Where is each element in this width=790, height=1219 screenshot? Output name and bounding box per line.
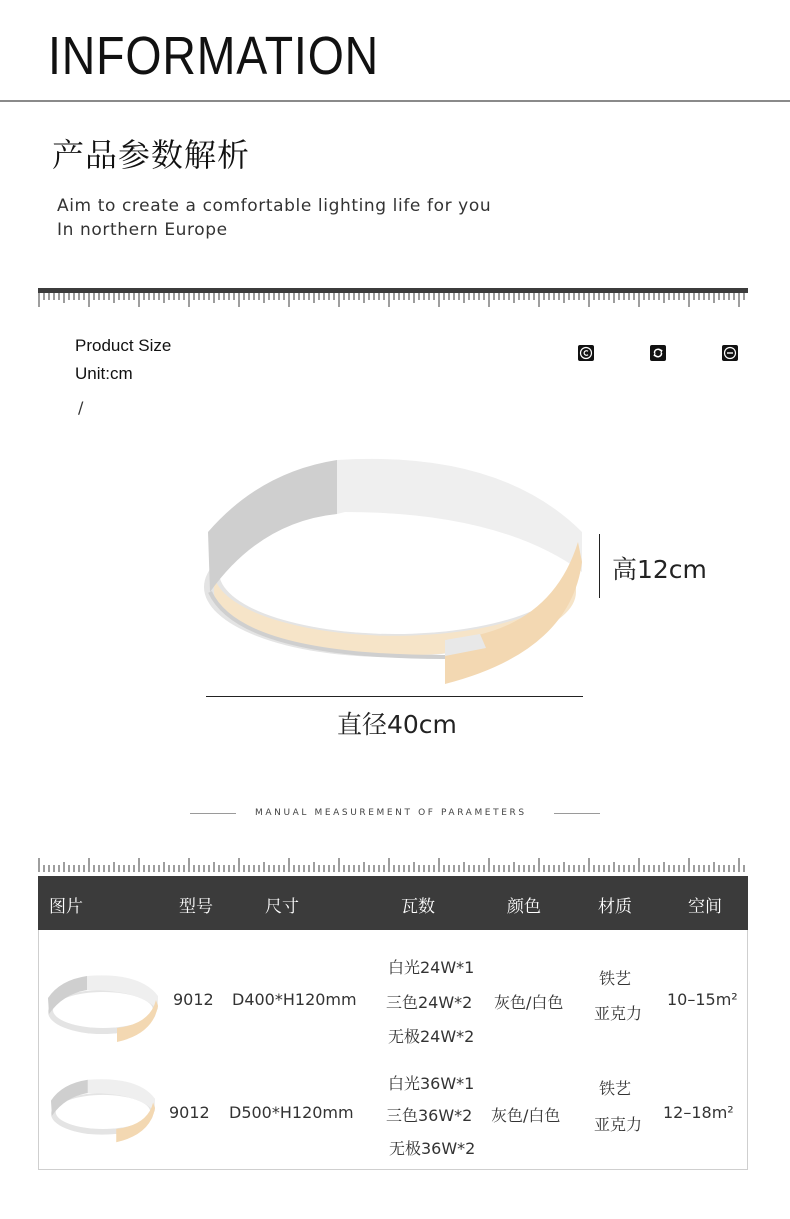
header-space: 空间 bbox=[688, 897, 722, 917]
size-cell: D500*H120mm bbox=[229, 1103, 354, 1122]
header-divider bbox=[0, 100, 790, 102]
size-cell: D400*H120mm bbox=[232, 990, 357, 1009]
ruler-divider-table bbox=[38, 856, 748, 876]
unit-label: Unit:cm bbox=[75, 364, 133, 383]
minus-circle-icon bbox=[722, 345, 738, 361]
slash-mark: / bbox=[78, 398, 84, 417]
table-header bbox=[38, 876, 748, 930]
lamp-thumbnail bbox=[45, 972, 161, 1046]
color-cell: 灰色/白色 bbox=[491, 1106, 561, 1125]
header-model: 型号 bbox=[179, 897, 213, 917]
copyright-icon bbox=[578, 345, 594, 361]
wattage-cell: 白光36W*1 bbox=[388, 1074, 475, 1093]
space-cell: 12–18m² bbox=[663, 1103, 734, 1122]
wattage-cell: 三色24W*2 bbox=[386, 993, 473, 1012]
section-label: MANUAL MEASUREMENT OF PARAMETERS bbox=[255, 808, 527, 818]
material-cell: 铁艺 bbox=[599, 969, 632, 988]
header-color: 颜色 bbox=[507, 897, 541, 917]
header-material: 材质 bbox=[598, 897, 632, 917]
model-cell: 9012 bbox=[169, 1103, 210, 1122]
section-rule-left bbox=[190, 813, 236, 814]
height-dimension-line bbox=[599, 534, 600, 598]
model-cell: 9012 bbox=[173, 990, 214, 1009]
diameter-dimension: 直径40cm bbox=[337, 710, 457, 739]
material-cell: 亚克力 bbox=[594, 1115, 643, 1134]
material-cell: 亚克力 bbox=[594, 1004, 643, 1023]
header-wattage: 瓦数 bbox=[401, 897, 435, 917]
wattage-cell: 三色36W*2 bbox=[386, 1106, 473, 1125]
refresh-icon bbox=[650, 345, 666, 361]
lamp-thumbnail bbox=[47, 1076, 159, 1146]
header-picture: 图片 bbox=[49, 897, 83, 917]
page-heading: INFORMATION bbox=[48, 26, 380, 86]
spec-table bbox=[38, 930, 748, 1170]
ruler-divider-top bbox=[38, 288, 748, 308]
material-cell: 铁艺 bbox=[599, 1079, 632, 1098]
wattage-cell: 无极36W*2 bbox=[389, 1139, 476, 1158]
header-size: 尺寸 bbox=[265, 897, 299, 917]
height-dimension: 高12cm bbox=[612, 555, 707, 584]
tagline-line-1: Aim to create a comfortable lighting life for you bbox=[57, 196, 492, 216]
lamp-illustration bbox=[200, 452, 590, 696]
product-size-label: Product Size bbox=[75, 336, 172, 355]
color-cell: 灰色/白色 bbox=[494, 993, 564, 1012]
tagline-line-2: In northern Europe bbox=[57, 220, 228, 240]
section-title: 产品参数解析 bbox=[52, 136, 251, 174]
diameter-dimension-line bbox=[206, 696, 583, 697]
section-rule-right bbox=[554, 813, 600, 814]
wattage-cell: 白光24W*1 bbox=[388, 958, 475, 977]
space-cell: 10–15m² bbox=[667, 990, 738, 1009]
wattage-cell: 无极24W*2 bbox=[388, 1027, 475, 1046]
